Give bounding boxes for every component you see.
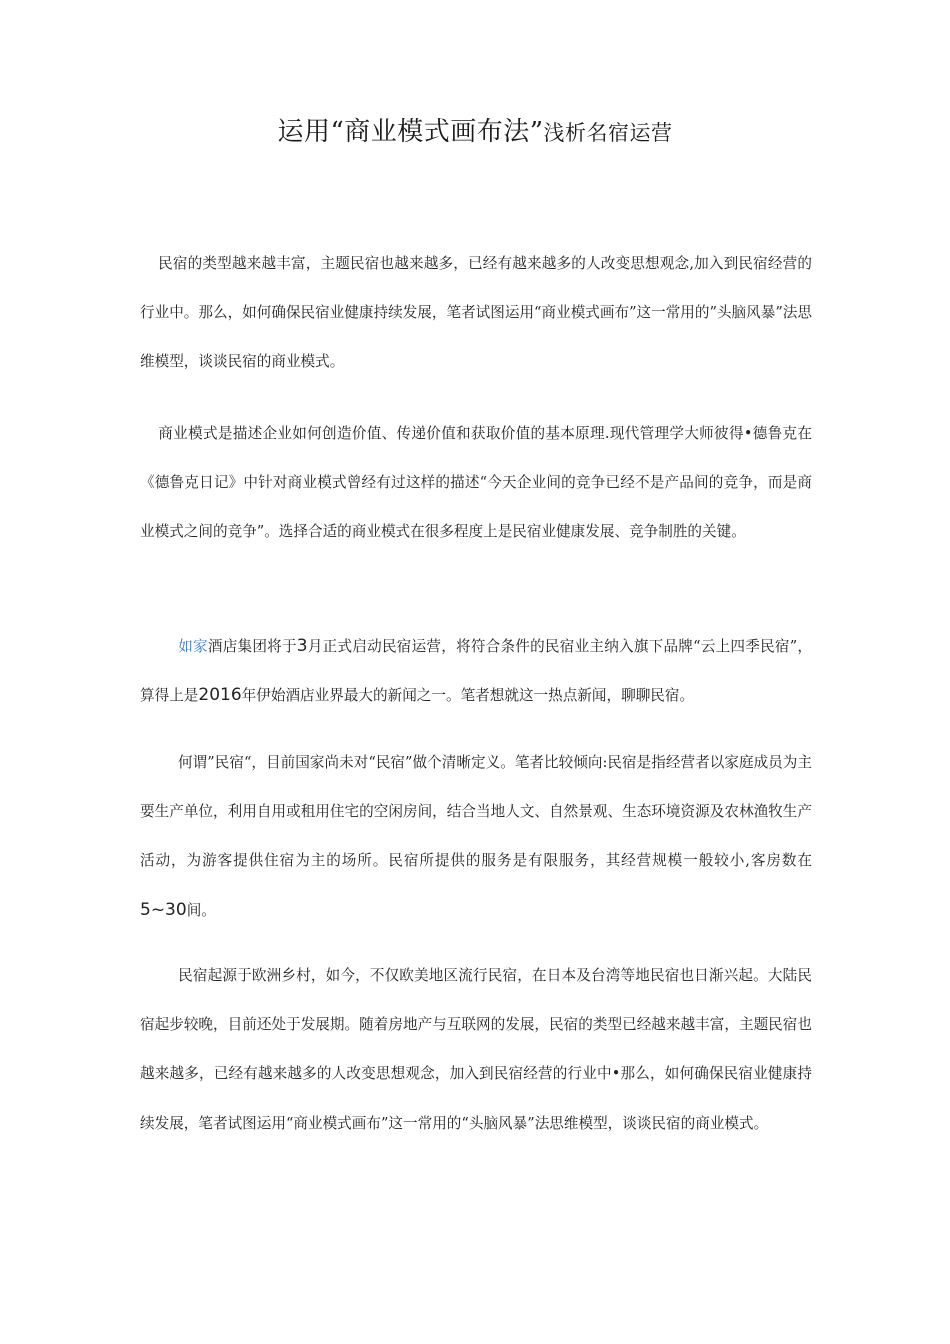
paragraph-definition [140, 738, 812, 935]
paragraph-business-model-text: 商业模式是描述企业如何创造价值、传递价值和获取价值的基本原理.现代管理学大师彼得•德鲁克在《德鲁克日记》中针对商业模式曾经有过这样的描述“今天企业间的竞争已经不是产品间的竞争，而是商业模式之间的竞争”。选择合适的商业模式在很多程度上是民宿业健康发展、竞争制胜的关键。 [140, 425, 812, 541]
paragraph-business-model [140, 409, 812, 557]
paragraph-definition-room-range: 5~30 [140, 899, 187, 920]
paragraph-definition-text-2: 间。 [186, 901, 216, 919]
paragraph-news-text-3: 年伊始酒店业界最大的新闻之一。笔者想就这一热点新闻，聊聊民宿。 [241, 687, 695, 705]
paragraph-news-year: 2016 [198, 685, 242, 706]
paragraph-news [140, 622, 812, 720]
page-title [0, 114, 950, 151]
paragraph-intro-text: 民宿的类型越来越丰富，主题民宿也越来越多，已经有越来越多的人改变思想观念,加入到民宿经营的行业中。那么，如何确保民宿业健康持续发展，笔者试图运用“商业模式画布”这一常用的”头脑风暴”法思维模型，谈谈民宿的商业模式。 [140, 255, 812, 371]
paragraph-origin [140, 951, 812, 1148]
paragraph-origin-text: 民宿起源于欧洲乡村，如今，不仅欧美地区流行民宿，在日本及台湾等地民宿也日渐兴起。大陆民宿起步较晚，目前还处于发展期。随着房地产与互联网的发展，民宿的类型已经越来越丰富，主题民宿也越来越多，已经有越来越多的人改变思想观念，加入到民宿经营的行业中•那么，如何确保民宿业健康持续发展，笔者试图运用“商业模式画布”这一常用的“头脑风暴”法思维模型，谈谈民宿的商业模式。 [140, 967, 812, 1132]
paragraph-news-month: 3 [296, 636, 308, 656]
paragraph-news-text-2: 月正式启动民宿运营，将符合条件的民宿业主纳入旗下品牌“云上四季民宿”，算得上是 [140, 638, 812, 705]
paragraph-definition-text-1: 何谓”民宿“，目前国家尚未对“民宿”做个清晰定义。笔者比较倾向:民宿是指经营者以家庭成员为主要生产单位，利用自用或租用住宅的空闲房间，结合当地人文、自然景观、生态环境资源及农林渔牧生产活动，为游客提供住宿为主的场所。民宿所提供的服务是有限服务，其经营规模一般较小,客房数在 [140, 754, 812, 870]
title-main: 运用“商业模式画布法” [277, 117, 544, 147]
title-subtitle: 浅析名宿运营 [543, 121, 673, 145]
paragraph-intro [140, 239, 812, 387]
paragraph-news-text-1: 酒店集团将于 [207, 638, 297, 655]
rujia-link[interactable]: 如家 [178, 638, 208, 655]
